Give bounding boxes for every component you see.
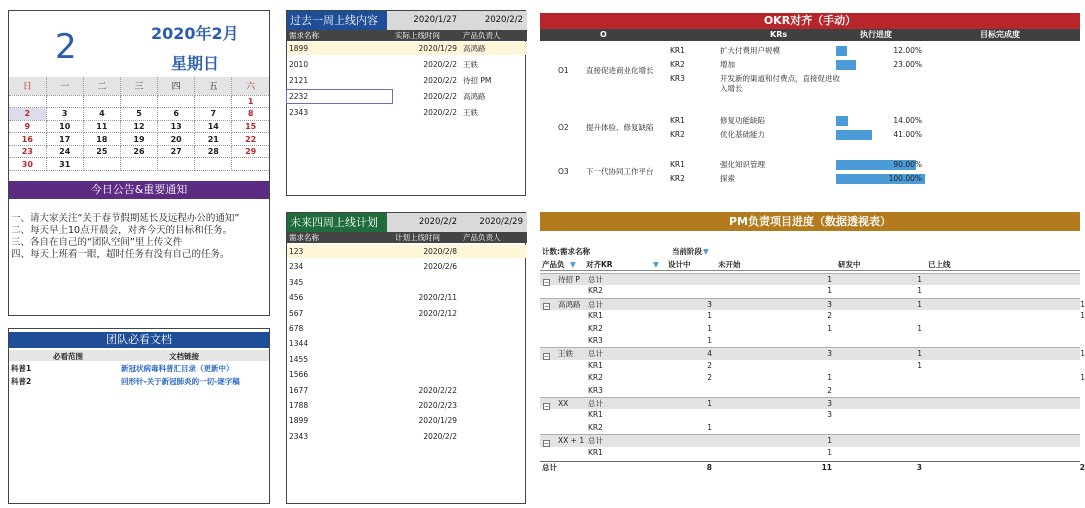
filter-icon[interactable]: ▼ xyxy=(570,260,576,269)
pivot-row xyxy=(540,285,1080,297)
requirement-name: 2121 xyxy=(289,76,309,85)
requirement-name: 2232 xyxy=(289,92,309,101)
pivot-total-value: 3 xyxy=(916,463,922,472)
calendar-date-cell[interactable]: 21 xyxy=(195,133,232,146)
calendar-date-cell[interactable]: 6 xyxy=(158,108,195,121)
notice-line: 三、各自在自己的“团队空间”里上传文件 xyxy=(11,237,183,248)
past-week-row xyxy=(287,58,527,71)
pivot-value: 1 xyxy=(1080,311,1085,321)
pivot-kr: 总计 xyxy=(588,399,603,408)
collapse-toggle[interactable]: − xyxy=(544,278,550,286)
okr-header-completion: 目标完成度 xyxy=(980,30,1020,39)
requirement-name: 2343 xyxy=(289,431,309,441)
pivot-total-value: 2 xyxy=(1079,463,1085,472)
release-date: 2020/2/2 xyxy=(423,92,457,101)
pivot-row xyxy=(540,434,1080,446)
pivot-value: 1 xyxy=(707,336,712,345)
pivot-row xyxy=(540,372,1085,384)
calendar-week-row xyxy=(9,95,269,108)
kr-progress: 41.00% xyxy=(893,130,922,139)
kr-text: 强化知识管理 xyxy=(720,160,765,169)
pivot-kr: KR2 xyxy=(588,422,603,432)
past-week-row xyxy=(287,74,527,87)
requirement-name: 1899 xyxy=(289,416,309,426)
future-plan-row xyxy=(287,337,527,350)
release-date: 2020/1/29 xyxy=(418,44,457,53)
weekday-header: 四 xyxy=(158,77,195,95)
okr-header xyxy=(540,29,1080,41)
pivot-value: 1 xyxy=(827,275,832,284)
header-owner: 产品负责人 xyxy=(463,233,501,242)
calendar-date-cell[interactable] xyxy=(232,158,269,171)
pivot-kr: KR3 xyxy=(588,385,603,395)
kr-text: 扩大付费用户规模 xyxy=(720,46,780,55)
pivot-row xyxy=(540,397,1080,409)
future-plan-title: 未来四周上线计划 xyxy=(287,213,387,232)
pivot-kr: KR1 xyxy=(588,311,603,321)
pivot-row xyxy=(540,422,1080,434)
objective-name: 直接促进商业化增长 xyxy=(586,66,654,75)
past-week-header xyxy=(287,30,527,41)
past-week-row xyxy=(287,42,527,55)
calendar-date-cell[interactable]: 2 xyxy=(9,108,46,121)
pivot-owner: XX + 1 xyxy=(558,436,585,446)
calendar-date-cell[interactable] xyxy=(158,158,195,171)
calendar-date-cell[interactable] xyxy=(120,158,157,171)
notice-line: 四、每天上班看一眼，超时任务有没有自己的任务。 xyxy=(11,249,230,260)
calendar-date-cell[interactable]: 4 xyxy=(83,108,120,121)
pm-progress-title: PM负责项目进度（数据透视表） xyxy=(540,212,1080,231)
kr-progress: 23.00% xyxy=(893,60,922,69)
pivot-owner: XX xyxy=(558,399,569,408)
pivot-value: 1 xyxy=(827,286,832,296)
requirement-name: 1788 xyxy=(289,401,309,410)
pivot-value: 2 xyxy=(707,373,712,383)
pivot-kr: 总计 xyxy=(588,436,603,446)
pivot-row xyxy=(540,360,1080,372)
objective-name: 下一代协同工作平台 xyxy=(586,167,654,176)
calendar-date-cell[interactable]: 10 xyxy=(46,120,83,133)
collapse-toggle[interactable]: − xyxy=(544,439,550,447)
calendar-date-cell[interactable]: 24 xyxy=(46,145,83,158)
pivot-value: 1 xyxy=(707,323,712,333)
pivot-value: 1 xyxy=(917,349,922,359)
calendar-year-month: 2020年2月 xyxy=(151,24,239,43)
pivot-col-notstarted: 未开始 xyxy=(718,260,741,269)
docs-scope: 科普1 xyxy=(11,364,32,373)
pivot-value: 1 xyxy=(917,299,922,309)
planned-date: 2020/2/22 xyxy=(418,385,457,395)
requirement-name: 678 xyxy=(289,324,304,333)
team-docs-panel xyxy=(8,328,270,504)
requirement-name: 2010 xyxy=(289,60,309,69)
pivot-value: 1 xyxy=(917,323,922,333)
objective-id: O1 xyxy=(558,66,569,75)
calendar-date-cell[interactable]: 26 xyxy=(120,145,157,158)
kr-id: KR2 xyxy=(670,174,685,183)
kr-progress: 12.00% xyxy=(893,46,922,55)
planned-date: 2020/1/29 xyxy=(418,416,457,426)
notice-line: 一、请大家关注“关于春节假期延长及远程办公的通知” xyxy=(11,213,240,224)
pivot-row xyxy=(540,347,1085,360)
requirement-name: 345 xyxy=(289,277,304,287)
calendar-week-row xyxy=(9,120,269,133)
pivot-kr: KR2 xyxy=(588,323,603,333)
kr-text: 增加 xyxy=(720,60,735,69)
pivot-col-dev: 研发中 xyxy=(838,260,861,269)
pivot-kr: KR1 xyxy=(588,360,603,370)
planned-date: 2020/2/11 xyxy=(418,293,457,303)
pivot-total-row xyxy=(540,461,1085,473)
pivot-row xyxy=(540,298,1085,311)
pivot-value: 1 xyxy=(827,323,832,333)
calendar-date-cell[interactable] xyxy=(83,95,120,108)
kr-id: KR1 xyxy=(670,160,685,169)
pivot-stage-label[interactable]: 当前阶段 xyxy=(672,247,702,256)
requirement-name: 1566 xyxy=(289,370,309,380)
kr-id: KR2 xyxy=(670,130,685,139)
notice-body xyxy=(11,213,269,261)
future-date-from: 2020/2/2 xyxy=(387,213,461,232)
requirement-name: 2343 xyxy=(289,108,309,117)
calendar-date-cell[interactable]: 5 xyxy=(120,108,157,121)
pivot-value: 3 xyxy=(827,410,832,420)
team-docs-title: 团队必看文档 xyxy=(9,332,269,348)
pivot-kr: KR2 xyxy=(588,373,603,383)
calendar-date-cell[interactable]: 29 xyxy=(232,145,269,158)
pivot-column-header xyxy=(540,259,1080,271)
calendar-date-cell[interactable] xyxy=(158,95,195,108)
calendar-date-cell[interactable] xyxy=(9,95,46,108)
pivot-kr: KR1 xyxy=(588,447,603,457)
kr-progress: 100.00% xyxy=(888,174,922,183)
pivot-kr: KR3 xyxy=(588,336,603,345)
calendar-date-cell[interactable]: 27 xyxy=(158,145,195,158)
calendar-date-cell[interactable]: 19 xyxy=(120,133,157,146)
calendar-date-cell[interactable]: 23 xyxy=(9,145,46,158)
weekday-header: 六 xyxy=(232,77,269,95)
pivot-row xyxy=(540,310,1085,322)
weekday-header: 三 xyxy=(120,77,157,95)
docs-link[interactable]: 新冠状病毒科普汇目录（更新中） xyxy=(121,364,234,373)
future-plan-row xyxy=(287,384,527,397)
pivot-value: 1 xyxy=(827,373,832,383)
pivot-total-value: 11 xyxy=(821,463,832,472)
product-owner: 高鸿路 xyxy=(463,44,486,53)
future-date-to: 2020/2/29 xyxy=(461,213,527,232)
calendar-date-cell[interactable]: 15 xyxy=(232,120,269,133)
collapse-toggle[interactable]: − xyxy=(544,402,550,410)
pivot-row xyxy=(540,447,1080,459)
release-date: 2020/2/2 xyxy=(423,108,457,117)
requirement-name: 123 xyxy=(289,247,304,256)
okr-header-o: O xyxy=(600,30,607,39)
pivot-value: 4 xyxy=(707,349,712,359)
calendar-date-cell[interactable]: 13 xyxy=(158,120,195,133)
release-date: 2020/2/2 xyxy=(423,60,457,69)
collapse-toggle[interactable]: − xyxy=(544,352,550,360)
okr-panel xyxy=(540,10,1080,196)
product-owner: 高鸿路 xyxy=(463,92,486,101)
calendar-date-cell[interactable]: 3 xyxy=(46,108,83,121)
pivot-kr: 总计 xyxy=(588,275,603,284)
pivot-row xyxy=(540,323,1080,335)
pivot-total-value: 8 xyxy=(706,463,712,472)
product-owner: 待招 PM xyxy=(463,76,492,85)
future-plan-row xyxy=(287,260,527,273)
calendar-date-cell[interactable]: 25 xyxy=(83,145,120,158)
docs-row xyxy=(9,376,269,388)
filter-icon[interactable]: ▼ xyxy=(653,260,659,269)
progress-bar xyxy=(836,116,848,126)
planned-date: 2020/2/2 xyxy=(423,431,457,441)
header-owner: 产品负责人 xyxy=(463,31,501,40)
pivot-row xyxy=(540,273,1080,285)
past-week-date-from: 2020/1/27 xyxy=(387,11,461,30)
calendar-panel xyxy=(8,10,270,316)
objective-name: 提升体验、修复缺陷 xyxy=(586,123,654,132)
kr-id: KR1 xyxy=(670,46,685,55)
past-week-row xyxy=(287,106,527,119)
calendar-week-row xyxy=(9,145,269,158)
calendar-date-cell[interactable]: 9 xyxy=(9,120,46,133)
kr-id: KR3 xyxy=(670,74,685,83)
progress-bar xyxy=(836,130,872,140)
past-week-date-to: 2020/2/2 xyxy=(461,11,527,30)
planned-date: 2020/2/23 xyxy=(418,401,457,410)
pivot-value: 2 xyxy=(707,360,712,370)
pivot-count-label: 计数:需求名称 xyxy=(542,247,590,256)
pivot-kr-label: 对齐KR xyxy=(586,260,613,269)
pivot-value: 1 xyxy=(917,286,922,296)
product-owner: 王轶 xyxy=(463,108,478,117)
pivot-kr: KR2 xyxy=(588,286,603,296)
pivot-meta-row xyxy=(540,246,1080,258)
docs-row xyxy=(9,363,269,375)
header-name: 需求名称 xyxy=(289,233,319,242)
docs-link[interactable]: 回形针-关于新冠肺炎的一切-逐字稿 xyxy=(121,377,240,386)
notice-line: 二、每天早上10点开晨会，对齐今天的目标和任务。 xyxy=(11,225,233,236)
pivot-value: 1 xyxy=(707,311,712,321)
calendar-date-cell[interactable]: 17 xyxy=(46,133,83,146)
weekday-header: 一 xyxy=(46,77,83,95)
product-owner: 王轶 xyxy=(463,60,478,69)
pivot-owner-label: 产品负 xyxy=(542,260,565,269)
past-week-title: 过去一周上线内容 xyxy=(287,11,387,30)
team-docs-header xyxy=(9,350,269,361)
pivot-row xyxy=(540,409,1080,421)
future-plan-row xyxy=(287,307,527,320)
pivot-value: 3 xyxy=(827,299,832,309)
calendar-date-cell[interactable]: 30 xyxy=(9,158,46,171)
pivot-value: 1 xyxy=(707,422,712,432)
calendar-date-cell[interactable]: 20 xyxy=(158,133,195,146)
kr-progress: 90.00% xyxy=(893,160,922,169)
future-plan-panel xyxy=(286,212,526,504)
calendar-day-number: 2 xyxy=(55,27,77,67)
pivot-value: 1 xyxy=(1080,349,1085,359)
pivot-value: 2 xyxy=(827,311,832,321)
pm-progress-panel xyxy=(540,212,1085,504)
pivot-value: 3 xyxy=(827,349,832,359)
pivot-owner: 待招 P xyxy=(558,275,580,284)
calendar-date-cell[interactable]: 14 xyxy=(195,120,232,133)
objective-id: O3 xyxy=(558,167,569,176)
requirement-name: 1899 xyxy=(289,44,309,53)
future-plan-row xyxy=(287,414,527,427)
requirement-name: 456 xyxy=(289,293,304,303)
pivot-row xyxy=(540,385,1080,397)
pivot-total-label: 总计 xyxy=(542,463,557,472)
kr-id: KR2 xyxy=(670,60,685,69)
pivot-row xyxy=(540,335,1080,347)
pivot-value: 1 xyxy=(707,399,712,408)
release-date: 2020/2/2 xyxy=(423,76,457,85)
requirement-name: 1344 xyxy=(289,339,309,349)
pivot-value: 3 xyxy=(707,299,712,309)
calendar-date-cell[interactable]: 28 xyxy=(195,145,232,158)
pivot-kr: 总计 xyxy=(588,299,603,309)
docs-header-scope: 必看范围 xyxy=(53,352,83,361)
weekday-header: 五 xyxy=(195,77,232,95)
pivot-value: 1 xyxy=(1080,373,1085,383)
future-plan-row xyxy=(287,276,527,289)
future-plan-row xyxy=(287,430,527,443)
kr-id: KR1 xyxy=(670,116,685,125)
notice-title: 今日公告&重要通知 xyxy=(9,181,269,199)
calendar-grid xyxy=(9,77,269,171)
planned-date: 2020/2/12 xyxy=(418,308,457,318)
future-plan-row xyxy=(287,322,527,335)
pivot-kr: KR1 xyxy=(588,410,603,420)
objective-id: O2 xyxy=(558,123,569,132)
calendar-date-cell[interactable]: 31 xyxy=(46,158,83,171)
future-plan-header xyxy=(287,232,527,243)
calendar-date-cell[interactable]: 22 xyxy=(232,133,269,146)
okr-title: OKR对齐（手动） xyxy=(540,13,1080,29)
pivot-value: 1 xyxy=(917,275,922,284)
weekday-header: 日 xyxy=(9,77,46,95)
pivot-col-design: 设计中 xyxy=(668,260,691,269)
planned-date: 2020/2/6 xyxy=(423,262,457,272)
okr-header-krs: KRs xyxy=(770,30,788,39)
header-date: 计划上线时间 xyxy=(395,233,440,242)
pivot-value: 1 xyxy=(917,360,922,370)
kr-text: 修复功能缺陷 xyxy=(720,116,765,125)
pivot-kr: 总计 xyxy=(588,349,603,359)
pivot-col-launched: 已上线 xyxy=(928,260,951,269)
calendar-week-row xyxy=(9,108,269,121)
calendar-date-cell[interactable] xyxy=(195,95,232,108)
calendar-week-row xyxy=(9,158,269,171)
future-plan-row xyxy=(287,368,527,381)
requirement-name: 234 xyxy=(289,262,304,272)
docs-header-link: 文档链接 xyxy=(169,352,199,361)
calendar-date-cell[interactable]: 11 xyxy=(83,120,120,133)
calendar-date-cell[interactable]: 18 xyxy=(83,133,120,146)
past-week-row xyxy=(287,90,527,103)
weekday-header-row xyxy=(9,77,269,95)
filter-icon[interactable]: ▼ xyxy=(703,247,709,256)
future-plan-row xyxy=(287,245,527,258)
okr-header-progress: 执行进度 xyxy=(860,30,892,39)
pivot-value: 1 xyxy=(827,447,832,457)
pivot-value: 1 xyxy=(827,436,832,446)
kr-text: 开发新的渠道和付费点，直接促进收入增长 xyxy=(720,74,840,93)
future-plan-row xyxy=(287,291,527,304)
pivot-owner: 高鸿路 xyxy=(558,299,581,309)
kr-text: 探索 xyxy=(720,174,735,183)
pivot-value: 1 xyxy=(1080,299,1085,309)
pivot-owner: 王轶 xyxy=(558,349,573,359)
pivot-value: 2 xyxy=(827,385,832,395)
docs-scope: 科普2 xyxy=(11,377,32,386)
requirement-name: 1677 xyxy=(289,385,309,395)
future-plan-row xyxy=(287,399,527,412)
kr-progress: 14.00% xyxy=(893,116,922,125)
calendar-weekday: 星期日 xyxy=(171,54,220,73)
pivot-value: 3 xyxy=(827,399,832,408)
past-week-panel xyxy=(286,10,526,196)
progress-bar xyxy=(836,60,856,70)
requirement-name: 1455 xyxy=(289,354,309,364)
weekday-header: 二 xyxy=(83,77,120,95)
header-name: 需求名称 xyxy=(289,31,319,40)
calendar-date-cell[interactable]: 7 xyxy=(195,108,232,121)
future-plan-row xyxy=(287,353,527,366)
planned-date: 2020/2/8 xyxy=(423,247,457,256)
calendar-date-cell[interactable] xyxy=(83,158,120,171)
requirement-name: 567 xyxy=(289,308,304,318)
calendar-date-cell[interactable]: 1 xyxy=(232,95,269,108)
progress-bar xyxy=(836,46,847,56)
calendar-date-cell[interactable]: 16 xyxy=(9,133,46,146)
calendar-date-cell[interactable] xyxy=(120,95,157,108)
calendar-date-cell[interactable] xyxy=(195,158,232,171)
kr-text: 优化基础能力 xyxy=(720,130,765,139)
calendar-date-cell[interactable]: 12 xyxy=(120,120,157,133)
calendar-date-cell[interactable]: 8 xyxy=(232,108,269,121)
calendar-week-row xyxy=(9,133,269,146)
calendar-date-cell[interactable] xyxy=(46,95,83,108)
collapse-toggle[interactable]: − xyxy=(544,303,550,311)
header-date: 实际上线时间 xyxy=(395,31,440,40)
